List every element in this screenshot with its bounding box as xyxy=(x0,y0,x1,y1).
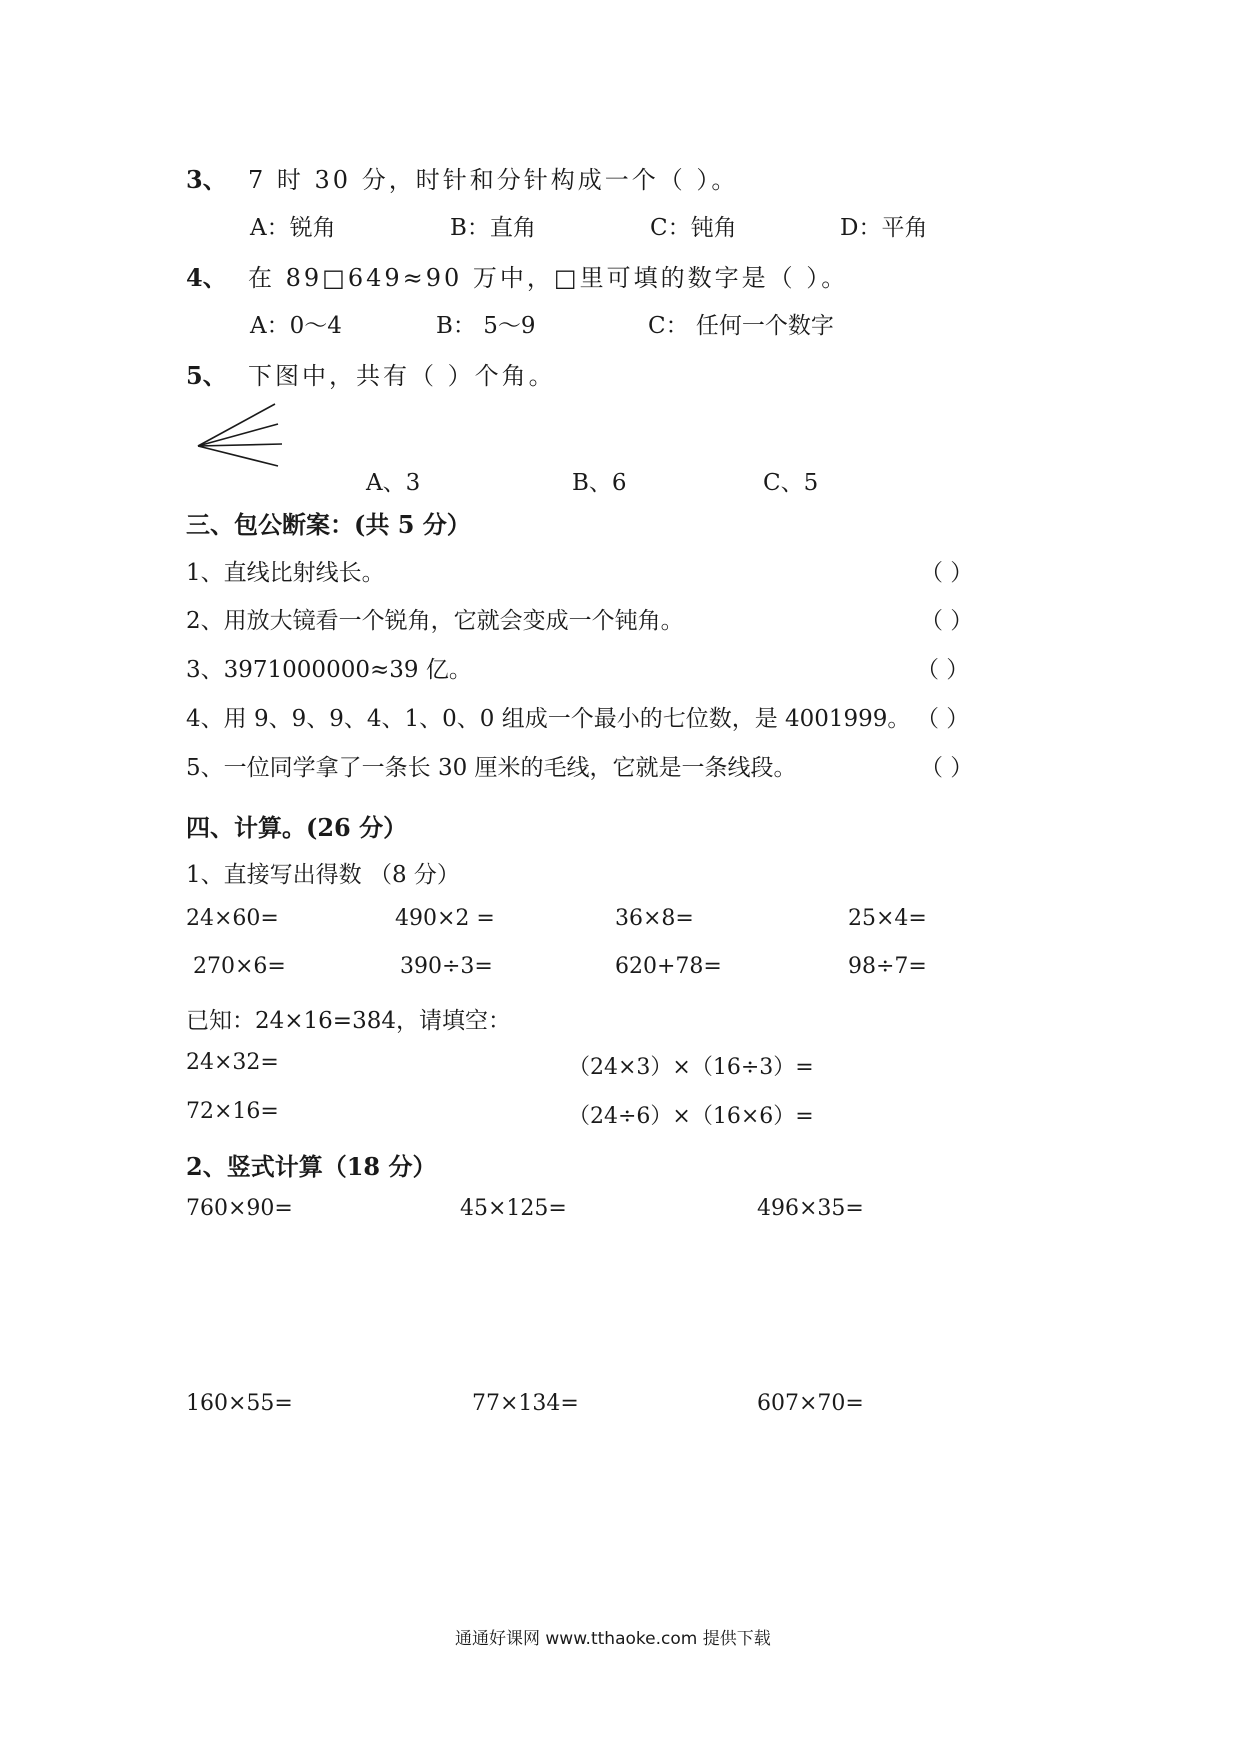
q3-option-c: C：钝角 xyxy=(650,215,737,241)
part3-item-1-paren: （ ） xyxy=(920,560,974,586)
calc-r1-c1: 24×60= xyxy=(186,906,279,931)
calc-r2-c1: 270×6= xyxy=(193,954,286,979)
calc-r2-c4: 98÷7= xyxy=(848,954,927,979)
q3-option-b: B：直角 xyxy=(450,215,536,241)
vertical-r2-c3: 607×70= xyxy=(757,1391,864,1416)
ray-1 xyxy=(198,404,275,446)
fill-r1-c2: （24×3）×（16÷3）= xyxy=(568,1055,814,1080)
ray-2 xyxy=(198,424,278,446)
part3-item-2: 2、用放大镜看一个锐角，它就会变成一个钝角。 xyxy=(186,608,684,634)
part3-item-4-paren: （ ） xyxy=(916,706,970,732)
q3-option-a: A：锐角 xyxy=(250,215,336,241)
part3-item-3-paren: （ ） xyxy=(916,657,970,683)
q3-number: 3、 xyxy=(186,165,227,194)
q4-option-a: A：0～4 xyxy=(250,313,342,339)
vertical-r1-c2: 45×125= xyxy=(460,1196,567,1221)
part3-item-2-paren: （ ） xyxy=(920,608,974,634)
ray-4 xyxy=(198,446,278,466)
part3-item-1: 1、直线比射线长。 xyxy=(186,560,385,586)
part3-item-5-paren: （ ） xyxy=(920,755,974,781)
part4-sub2: 2、竖式计算（18 分） xyxy=(186,1152,437,1181)
angle-rays-figure xyxy=(190,400,290,470)
q5-option-b: B、6 xyxy=(572,470,627,496)
vertical-r2-c2: 77×134= xyxy=(472,1391,579,1416)
q5-option-a: A、3 xyxy=(366,470,421,496)
part3-item-4: 4、用 9、9、9、4、1、0、0 组成一个最小的七位数，是 4001999。 xyxy=(186,706,911,732)
ray-3 xyxy=(198,444,282,446)
q4-number: 4、 xyxy=(186,263,227,292)
vertical-r1-c1: 760×90= xyxy=(186,1196,293,1221)
q4-option-c: C： 任何一个数字 xyxy=(648,313,834,339)
calc-r2-c2: 390÷3= xyxy=(400,954,493,979)
part3-item-5: 5、一位同学拿了一条长 30 厘米的毛线，它就是一条线段。 xyxy=(186,755,797,781)
fill-r2-c1: 72×16= xyxy=(186,1099,279,1124)
q4-text: 在 89□649≈90 万中，□里可填的数字是（ ）。 xyxy=(248,264,849,292)
q5-text: 下图中，共有（ ）个角。 xyxy=(248,362,556,390)
q4-option-b: B： 5～9 xyxy=(436,313,536,339)
fill-r2-c2: （24÷6）×（16×6）= xyxy=(568,1104,814,1129)
calc-r2-c3: 620+78= xyxy=(615,954,722,979)
part3-item-3: 3、3971000000≈39 亿。 xyxy=(186,657,472,683)
vertical-r1-c3: 496×35= xyxy=(757,1196,864,1221)
calc-r1-c2: 490×2 = xyxy=(395,906,495,931)
part3-heading: 三、包公断案：(共 5 分） xyxy=(186,510,471,539)
vertical-r2-c1: 160×55= xyxy=(186,1391,293,1416)
q3-text: 7 时 30 分，时针和分针构成一个（ ）。 xyxy=(248,166,739,194)
q5-number: 5、 xyxy=(186,361,227,390)
q3-option-d: D：平角 xyxy=(840,215,928,241)
calc-r1-c3: 36×8= xyxy=(615,906,694,931)
footer-credit: 通通好课网 www.tthaoke.com 提供下载 xyxy=(455,1629,771,1649)
part4-sub1: 1、直接写出得数 （8 分） xyxy=(186,862,460,888)
known-statement: 已知：24×16=384，请填空： xyxy=(186,1008,511,1034)
q5-option-c: C、5 xyxy=(763,470,819,496)
fill-r1-c1: 24×32= xyxy=(186,1050,279,1075)
calc-r1-c4: 25×4= xyxy=(848,906,927,931)
part4-heading: 四、计算。(26 分） xyxy=(186,813,408,842)
